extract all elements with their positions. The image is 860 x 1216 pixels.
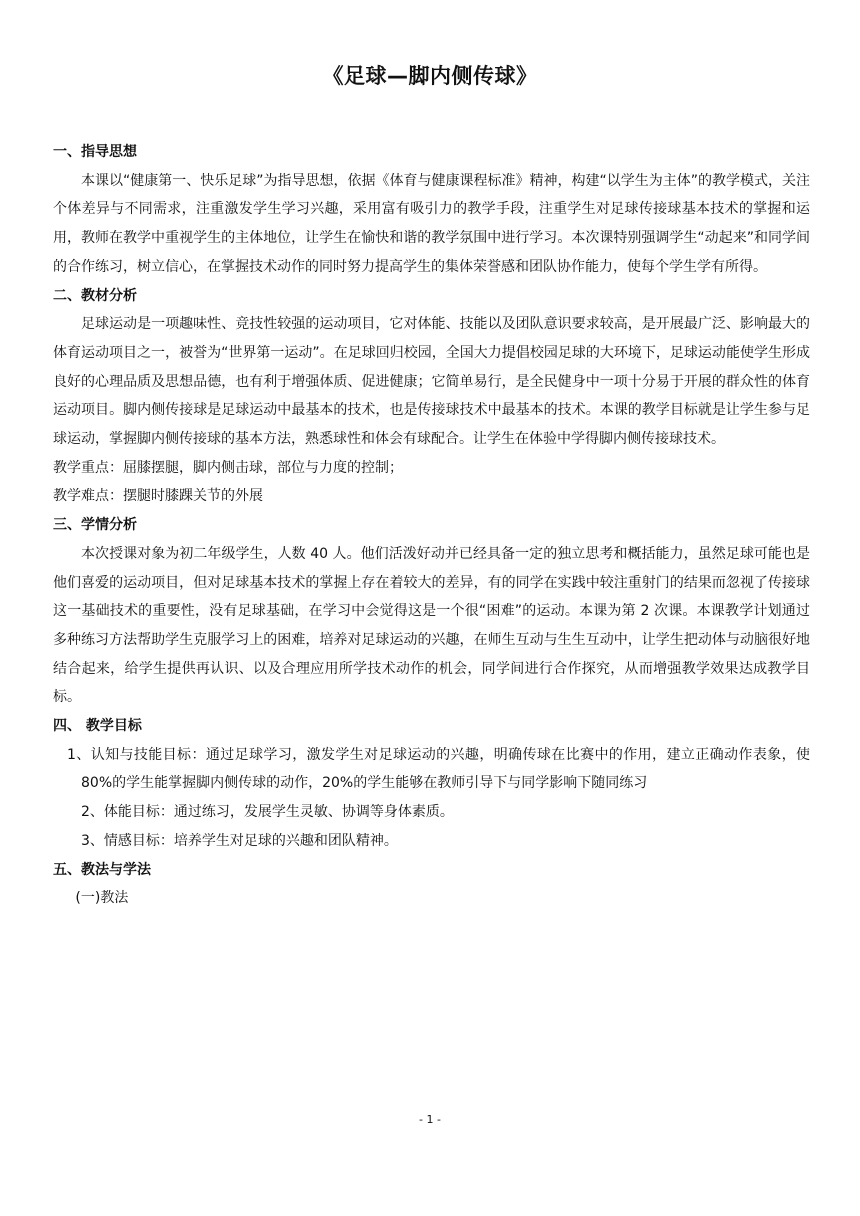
section-heading-methods: 五、教法与学法 — [53, 861, 151, 878]
page-number: - 1 - — [419, 1113, 441, 1126]
paragraph-guiding-ideology: 本课以“健康第一、快乐足球”为指导思想，依据《体育与健康课程标准》精神，构建“以学生为主体”的教学模式，关注个体差异与不同需求，注重激发学生学习兴趣，采用富有吸引力的教学手段，注重学生对足球传接球基本技术的掌握和运用，教师在教学中重视学生的主体地位，让学生在愉快和谐的教学氛围中进行学习。本次课特别强调学生“动起来”和同学间的合作练习，树立信心，在掌握技术动作的同时努力提高学生的集体荣誉感和团队协作能力，使每个学生学有所得。 — [53, 172, 811, 275]
section-heading-teaching-objectives: 四、 教学目标 — [53, 718, 142, 735]
teaching-key-point: 教学重点：屈膝摆腿，脚内侧击球，部位与力度的控制； — [53, 459, 403, 476]
paragraph-student-analysis: 本次授课对象为初二年级学生，人数 40 人。他们活泼好动并已经具备一定的独立思考和概括能力，虽然足球可能也是他们喜爱的运动项目，但对足球基本技术的掌握上存在着较大的差异，有的同学在实践中较注重射门的结果而忽视了传接球这一基础技术的重要性，没有足球基础，在学习中会觉得这是一个很“困难”的运动。本课为第 2 次课。本课教学计划通过多种练习方法帮助学生克服学习上的困难，培养对足球运动的兴趣，在师生互动与生生互动中，让学生把动体与动脑很好地结合起来，给学生提供再认识、以及合理应用所学技术动作的机会，同学间进行合作探究，从而增强教学效果达成教学目标。 — [53, 545, 810, 706]
document-body — [53, 138, 810, 913]
section-heading-guiding-ideology: 一、指导思想 — [53, 144, 137, 160]
section-heading-material-analysis: 二、教材分析 — [53, 287, 137, 304]
objective-emotional: 3、情感目标：培养学生对足球的兴趣和团队精神。 — [81, 832, 398, 849]
section-heading-student-analysis: 三、学情分析 — [53, 517, 137, 534]
document-title: 《足球—脚内侧传球》 — [322, 64, 538, 88]
paragraph-material-analysis: 足球运动是一项趣味性、竞技性较强的运动项目，它对体能、技能以及团队意识要求较高，是开展最广泛、影响最大的体育运动项目之一，被誉为“世界第一运动”。在足球回归校园，全国大力提倡校园足球的大环境下，足球运动能使学生形成良好的心理品质及思想品德，也有利于增强体质、促进健康；它简单易行，是全民健身中一项十分易于开展的群众性的体育运动项目。脚内侧传接球是足球运动中最基本的技术，也是传接球技术中最基本的技术。本课的教学目标就是让学生参与足球运动，掌握脚内侧传接球的基本方法，熟悉球性和体会有球配合。让学生在体验中学得脚内侧传接球技术。 — [53, 316, 810, 448]
objective-physical: 2、体能目标：通过练习，发展学生灵敏、协调等身体素质。 — [81, 804, 454, 821]
teaching-difficulty: 教学难点：摆腿时膝踝关节的外展 — [53, 488, 263, 505]
objective-cognitive-skill: 1、认知与技能目标：通过足球学习，激发学生对足球运动的兴趣，明确传球在比赛中的作用，建立正确动作表象，使80%的学生能掌握脚内侧传球的动作，20%的学生能够在教师引导下与同学影响下随同练习 — [67, 746, 810, 792]
subheading-teaching-method: (一)教法 — [75, 890, 129, 907]
